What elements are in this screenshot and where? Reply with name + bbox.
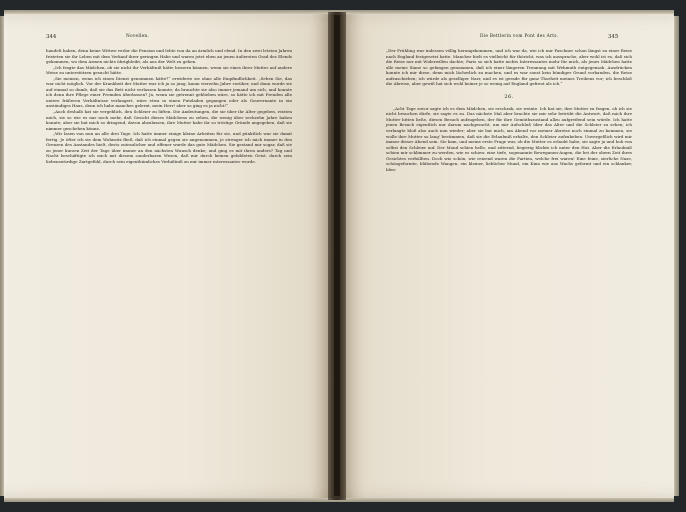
right-running-head-text: Die Bettlerin vom Pont des Arts. — [480, 34, 559, 39]
paragraph: handelt haben, denn keine Wittwe verlor die Pension und lebte von da an ärmlich und elend. In den zwei letzten Jahren fristeten sie ihr Leben mit dem Verkauf ihrer geringen Habe und waren jetzt eben an jenen äußersten Grad des Elends gekommen, wo dem Armen nichts übrigbleibt, als aus der Welt zu gehen. — [46, 48, 292, 65]
left-text-column — [46, 48, 292, 164]
left-page — [4, 14, 334, 498]
right-page — [340, 14, 674, 498]
left-running-head-text: Novellen. — [126, 34, 149, 39]
paragraph: „Der Frühling war indessen völlig herangekommen, und ich war da, wie ich mir Faschner schon längst zu einer Reise nach England festgesetzt hatte. Mancher hielt es vielleicht für thöricht, was ich aussprache, aber wohl ist es, daß sich die Reise nur mit Widerwillen dachte; Paris so sich hatte nichts Interessantes mehr für mich, als jenes Mädchen hatte alle meine Sinne so gefangen genommen, daß ich einer längeren Trennung mit Wehmuth entgegensah. Ausdrücken konnte ich mir diese, denn mich lächerlich zu machen, und es war sonst kein bündiger Grund vorhanden, die Reise aufzuschieben; ich würde als geselliger Narr, und es ist gerade für ganz Thorheit meines Treibens vor; ich beschloß die Abreise, aber gewiß hat sich wohl keiner je so wenig auf England gefreut als ich.“ — [386, 48, 632, 87]
paragraph: „Ich fragte das Mädchen, ob sie nicht ihr Verhältniß hätte bessern können, wenn sie eines ihrer Mutter auf andere Weise zu unterstützen gesucht hätte. — [46, 64, 292, 76]
right-text-column — [386, 48, 632, 172]
left-page-folio: 344 — [46, 34, 57, 40]
paragraph: „Wir lasen von nun an alle drei Tage. Ich hatte immer einige kleine Arbeiten für sie, und pünktlich war sie damit fertig. Je öfter ich sie dem Wohnsitz fließ, daß ich einmal gegen sie angenommen, je strenger ich mich immer in den Grenzen des Anstandes hielt, desto zutraulicher und offener wurde das gute Mädchen. Sie gestand mir sogar, daß sie zu jener kurzen Zeit der Tage über immer an den nächsten Wunsch denke; und ging es mit ihren anders? Tag und Nacht beschäftigte ich mich mit diesem sonderbaren Wesen, daß mir durch keinen gebildeten Geist, durch sein liebenswürdige Zartgefühl, durch sein eigenthümliches Verhältniß zu mir immer interessanter wurde. — [46, 131, 292, 164]
paragraph: „Sie meinen, wenn ich einen Dienst genommen hätte?“ erwiderte sie ohne alle Empfindlichkeit. „Sehen Sie, das war nicht möglich. Vor der Krankheit der Mutter war ich ja so jung, kaum vierzehn Jahre vorüber, und dann wurde sie auf einmal so dumb, daß sie das Bett nicht verlassen konnte; da brauchte sie also immer jemand um sich, und konnte ich denn ihre Pflege einer Fremden überlassen? Ja, wenn sie getrennt geblieben wäre, so hätte ich mit Freuden alle untere fräßeren Verhältnisse verlangert, wäre etwa in einen Putzladen gegangen oder als Gouvernante in ein anständiges Haus, denn ich habe manches gelernt, mein Herr! aber so ging es ja nicht!“ — [46, 75, 292, 109]
book-gutter — [328, 12, 346, 500]
left-running-head — [126, 34, 149, 40]
section-number: 26. — [504, 93, 514, 100]
right-running-head — [480, 34, 558, 40]
paragraph: „Acht Tage zuvor sagte ich es dem Mädchen, sie erschrak, sie weinte. Ich bat sie, ihre Mutter zu fragen, ob ich sie nicht besuchen dürfe, sie sagte es zu. Das nächste Mal aber brachte sie mir sehr betrübt die Antwort, daß mich ihre Mutter bitten ließe, diesen Besuch aufzugeben, der für ihre Gemüthszustand allzu aufgreifend sein würde. Ich hatte jenen Besuch eigentlich nur darum nachgesucht, um mir Aufschluß über das Alter und die Schleier zu sehen; ich verlangte bloß also auch nun wieder; aber sie bat mich, am Abend vor meiner Abreise noch einmal zu kommen, sie wolle ihre Mutter so lang' bestimmen, daß sie die Erlaubniß erhalte, den Schleier aufzuheben. Unvergeßlich wird mir immer dieser Abend sein. Sie kam, und meine erste Frage war, ob die Mutter es erlaubt habe; sie sagte ja und hob von selbst den Schleier auf. Der Mond schien helle, und zitternd, begierig blickte ich unter den Hut. Aber die Erlaubniß schien mir schlimmer zu werden, wie es schien: eine tiefe, sogenannte Bewegunen-Augen, die bei der obern Zeit ihres Gesichtes verhüllten. Doch wie schön, wie reizend waren die Partien, welche frei waren! Eine feine, zierliche Nase, schöngeformte, blühende Wangen, ein kleiner, lieblicher Mund, ein Kinn wie aus Wachs geformt und ein schlanker, blen- — [386, 105, 632, 172]
right-page-folio: 345 — [608, 34, 619, 40]
paragraph: „Auch deshalb hat sie vergeblich, den Schleier zu lüften. Die Andeutungen, die sie über ihr Alter gegeben, reizten mich, sie so wie es nur noch mehr, daß Gesicht dieses Mädchens zu sehen, die wenig über sechzehn Jahre haben konnte; aber sie bat mich so dringend, davon abzulassen, ihre Mutter habe ihr so tröstige Gründe angegeben, daß sie nimmer geschehen könne. — [46, 109, 292, 131]
